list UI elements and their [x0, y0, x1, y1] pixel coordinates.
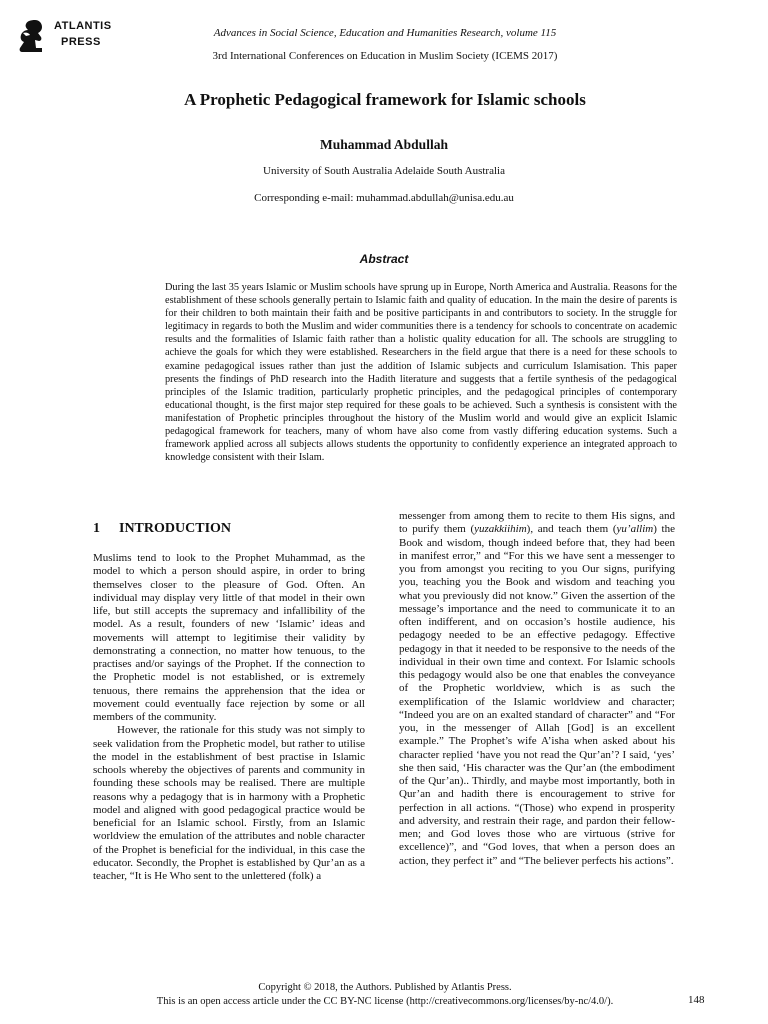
section-number: 1 [93, 521, 100, 536]
page-number: 148 [688, 994, 705, 1006]
arabic-term-yuzakkiihim: yuzakkiihim [474, 523, 527, 536]
text-run: ) the Book and wisdom, though indeed before that, they had been in manifest error,” and “For this we have sent a messenger to you from amongst you reciting to you Our signs, purifying you, teaching you the Book and wisdom and teaching you what you previously did not know.” Given the assertion of the message’s importance and the need to communicate it to an often indifferent, and on occasion’s hostile audience, his pedagogy needed to be an effective pedagogy. Effective pedagogy in that it needed to be responsive to the needs of the individual in their own time and context. For Islamic schools this pedagogy would also be one that enables the conveyance of the Prophetic worldview, which is as such the exemplification of the Islamic worldview and character; “Indeed you are on an exalted standard of character” and “For you, in the messenger of Allah [God] is an excellent example.” The Prophet’s wife A’isha when asked about his character replied ‘have you not read the Qur’an’? I said, ‘yes’ she then said, ‘His character was the Qur’an (the embodiment of the Qur’an).. Thirdly, and maybe most importantly, both in Qur’an and hadith there is encouragement to strive for perfection in all actions. “(Those) who expend in prosperity and adversity, and restrain their rage, and pardon their fellow-men; and God loves those who are virtuous (strive for excellence)”, and “God loves, that when a person does an action, they perfect it” and “The believer perfects his actions”. [399, 523, 675, 867]
paper-title: A Prophetic Pedagogical framework for Islamic schools [184, 90, 586, 109]
abstract-heading: Abstract [359, 252, 409, 266]
logo-text-atlantis: ATLANTIS [54, 20, 112, 32]
section-title: INTRODUCTION [119, 521, 232, 536]
intro-paragraph-continued [399, 510, 675, 868]
license-notice: This is an open access article under the CC BY-NC license (http://creativecommons.org/licenses/by-nc/4.0/). [156, 996, 614, 1007]
conference-name: 3rd International Conferences on Education in Muslim Society (ICEMS 2017) [212, 50, 558, 62]
arabic-term-yuallim: yu’allim [616, 523, 654, 536]
author-affiliation: University of South Australia Adelaide South Australia [263, 165, 505, 177]
section-heading [93, 521, 373, 537]
journal-name: Advances in Social Science, Education and Humanities Research, volume 115 [213, 27, 557, 39]
copyright-notice: Copyright © 2018, the Authors. Published by Atlantis Press. [258, 982, 512, 993]
abstract-body: During the last 35 years Islamic or Muslim schools have sprung up in Europe, North America and Australia. Reasons for the establishment of these schools generally pertain to Islamic faith and quality of education. In the main the desire of parents is for their children to both maintain their faith and be positive participants in and contributors to society. In the struggle for legitimacy in regards to both the Muslim and wider communities there is a tendency for schools to concentrate on academic results and the formalities of Islamic faith rather than a holistic quality education for all. The schools are struggling to achieve the goals for which they were established. Researchers in the field argue that there is a need for these schools to examine pedagogical issues rather than just the addition of Islamic subjects and curriculum Islamisation. This paper presents the findings of PhD research into the Hadith literature and suggests that a fertile synthesis of the pedagogical principles of the Islamic tradition, particularly prophetic principles, and the pedagogical principles of contemporary educational thought, is the first major step required for these goals to be achieved. Such a synthesis is consistent with the manifestation of Prophetic principles throughout the history of the Muslim world and would give an explicit Islamic pedagogical framework for teachers, many of whom have also come from vastly differing education systems. Such a framework applied across all subjects allows students the opportunity to confidently experience an integrated approach to knowledge consistent with their Islam. [165, 282, 677, 464]
publisher-logo [14, 14, 124, 60]
right-column [399, 510, 675, 868]
intro-paragraph-1: Muslims tend to look to the Prophet Muhammad, as the model to which a person should aspire, in order to bring themselves closer to the pleasure of God. Often. An individual may display very little of that model in their own life, but still accepts the supremacy and infallibility of the model. As a result, founders of new ‘Islamic’ ideas and movements will attempt to legitimise their validity by demonstrating a connection, no matter how tenuous, to the practises and/or sayings of the Prophet. If the connection to the Prophetic model is not established, or is extremely tenuous, there remains the apprehension that the idea or movement could eventually face rejection by some or all members of the community. [93, 552, 365, 723]
intro-paragraph-2: However, the rationale for this study was not simply to seek validation from the Prophetic model, but rather to utilise the model in the establishment of best practise in Islamic schools whereby the objectives of parents and community in founding these schools may be realised. There are multiple reasons why a pedagogy that is in harmony with a Prophetic model and aligned with good pedagogical practice would be beneficial for an Islamic school. Firstly, from an Islamic worldview the emulation of the attributes and noble character of the Prophet is beneficial for the individual, in this case the educator. Secondly, the Prophet is established by Qur’an as a teacher, “It is He Who sent to the unlettered (folk) a [93, 724, 365, 882]
corresponding-email: Corresponding e-mail: muhammad.abdullah@unisa.edu.au [254, 192, 514, 204]
text-run: messenger from among them to recite to them His signs, and to purify them ( [399, 510, 675, 536]
author-name: Muhammad Abdullah [320, 137, 448, 152]
text-run: ), and teach them ( [526, 523, 617, 536]
thinker-silhouette-icon [14, 16, 52, 56]
left-column [93, 552, 365, 883]
logo-text-press: PRESS [61, 36, 101, 48]
